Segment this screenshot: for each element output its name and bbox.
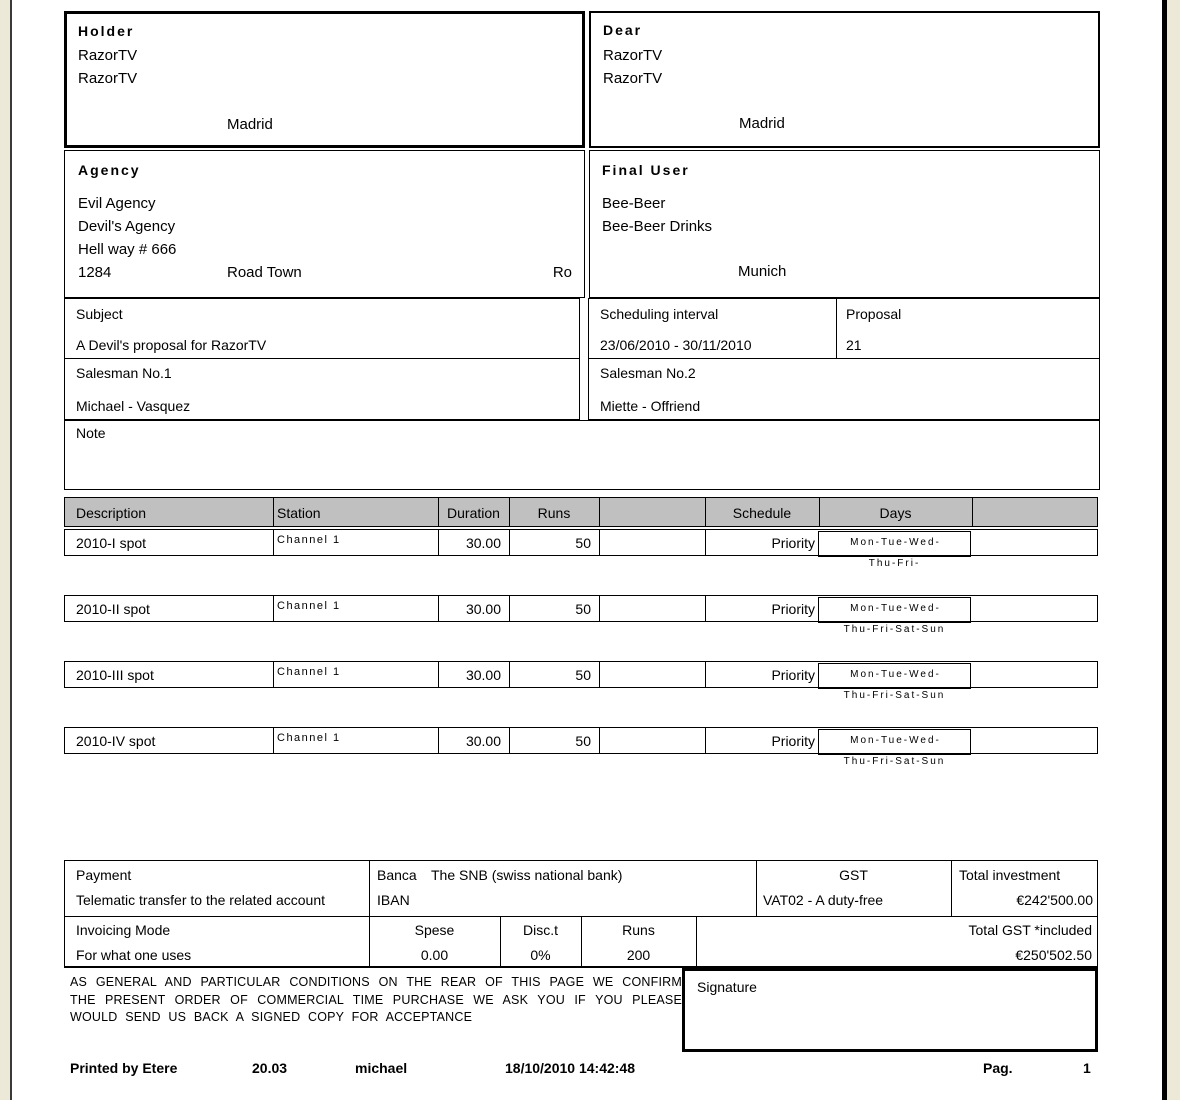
spot-days-line2: Thu-Fri-Sat-Sun (843, 624, 946, 635)
spot-days-line1: Mon-Tue-Wed- (850, 537, 941, 548)
agency-label: Agency (78, 162, 141, 178)
subject-value: A Devil's proposal for RazorTV (76, 337, 267, 353)
header-schedule: Schedule (732, 505, 792, 521)
final-user-label: Final User (602, 162, 690, 178)
bank-value: The SNB (swiss national bank) (431, 867, 623, 883)
footer-user: michael (355, 1060, 408, 1076)
spot-days-line1: Mon-Tue-Wed- (850, 669, 941, 680)
divider (273, 728, 274, 753)
divider (273, 662, 274, 687)
bank-label: Banca (377, 867, 417, 883)
header-station: Station (277, 505, 321, 521)
spot-duration: 30.00 (465, 667, 501, 683)
spot-station: Channel 1 (277, 732, 341, 744)
agency-city: Road Town (227, 264, 302, 281)
divider (599, 662, 600, 687)
divider (273, 596, 274, 621)
final-user-name-2: Bee-Beer Drinks (602, 218, 713, 235)
footer-datetime: 18/10/2010 14:42:48 (505, 1060, 635, 1076)
agency-country: Ro (552, 264, 572, 281)
final-user-box (589, 150, 1100, 298)
spot-runs: 50 (575, 667, 591, 683)
divider (599, 728, 600, 753)
footer-version: 20.03 (252, 1060, 288, 1076)
subject-box (64, 298, 580, 359)
spot-description: 2010-III spot (76, 667, 154, 683)
footer-printed-by: Printed by Etere (70, 1060, 178, 1076)
note-label: Note (76, 425, 106, 441)
dear-name-1: RazorTV (603, 47, 663, 64)
divider (836, 299, 837, 358)
gst-label: GST (839, 867, 868, 883)
invoicing-box (64, 916, 1098, 968)
salesman2-value: Miette - Offriend (600, 398, 701, 414)
final-user-city: Munich (738, 263, 787, 280)
spot-runs: 50 (575, 601, 591, 617)
spese-label: Spese (414, 922, 455, 938)
spots-table-header (64, 497, 1098, 527)
dear-label: Dear (603, 22, 643, 38)
spot-schedule: Priority (771, 733, 815, 749)
spese-value: 0.00 (420, 947, 449, 963)
invoicing-mode-value: For what one uses (76, 947, 192, 963)
holder-name-2: RazorTV (78, 70, 138, 87)
salesman1-box (64, 358, 580, 420)
final-user-name-1: Bee-Beer (602, 195, 666, 212)
payment-value: Telematic transfer to the related account (76, 892, 326, 908)
footer-page-number: 1 (1083, 1060, 1091, 1076)
divider (599, 530, 600, 555)
days-cell-outline (818, 531, 971, 557)
agency-box (64, 150, 585, 298)
divider (599, 596, 600, 621)
total-investment-value: €242'500.00 (1016, 892, 1093, 908)
spot-runs: 50 (575, 733, 591, 749)
subject-label: Subject (76, 306, 123, 322)
discount-label: Disc.t (523, 922, 558, 938)
spot-description: 2010-II spot (76, 601, 150, 617)
spot-schedule: Priority (771, 601, 815, 617)
header-days: Days (879, 505, 912, 521)
spot-station: Channel 1 (277, 534, 341, 546)
salesman1-label: Salesman No.1 (76, 365, 172, 381)
scheduling-interval-value: 23/06/2010 - 30/11/2010 (600, 337, 752, 353)
gst-value: VAT02 - A duty-free (763, 892, 884, 908)
dear-box (589, 11, 1100, 148)
spot-duration: 30.00 (465, 601, 501, 617)
salesman2-label: Salesman No.2 (600, 365, 696, 381)
note-box (64, 420, 1100, 490)
days-cell-outline (818, 663, 971, 689)
header-description: Description (76, 505, 147, 521)
spot-schedule: Priority (771, 535, 815, 551)
holder-label: Holder (78, 23, 135, 39)
proposal-number: 21 (846, 337, 862, 353)
page-right-edge (1162, 0, 1167, 1100)
holder-city: Madrid (227, 116, 273, 133)
days-cell-outline (818, 729, 971, 755)
discount-value: 0% (530, 947, 551, 963)
dear-name-2: RazorTV (603, 70, 663, 87)
header-runs: Runs (537, 505, 571, 521)
salesman1-value: Michael - Vasquez (76, 398, 191, 414)
holder-box (64, 11, 585, 148)
header-duration: Duration (447, 505, 500, 521)
spot-description: 2010-IV spot (76, 733, 156, 749)
spot-description: 2010-I spot (76, 535, 147, 551)
spot-days-line1: Mon-Tue-Wed- (850, 603, 941, 614)
runs-total-value: 200 (626, 947, 651, 963)
agency-name-2: Devil's Agency (78, 218, 176, 235)
dear-city: Madrid (739, 115, 785, 132)
conditions-text: AS GENERAL AND PARTICULAR CONDITIONS ON THE REAR OF THIS PAGE WE CONFIRM THE PRESENT ORDER OF COMMERCIAL TIME PURCHASE WE ASK YOU IF YOU PLEASE WOULD SEND US BACK A SIGNED COPY FOR ACCEPTANCE (70, 975, 682, 1024)
agency-address: Hell way # 666 (78, 241, 177, 258)
iban-label: IBAN (377, 892, 410, 908)
runs-total-label: Runs (622, 922, 655, 938)
divider (273, 498, 274, 526)
invoicing-mode-label: Invoicing Mode (76, 922, 171, 938)
spot-station: Channel 1 (277, 600, 341, 612)
scheduling-interval-label: Scheduling interval (600, 306, 719, 322)
agency-name-1: Evil Agency (78, 195, 156, 212)
payment-label: Payment (76, 867, 132, 883)
signature-box (682, 968, 1098, 1052)
signature-label: Signature (697, 979, 757, 995)
divider (273, 530, 274, 555)
spot-duration: 30.00 (465, 535, 501, 551)
total-investment-label: Total investment (959, 867, 1061, 883)
days-cell-outline (818, 597, 971, 623)
spot-schedule: Priority (771, 667, 815, 683)
spot-duration: 30.00 (465, 733, 501, 749)
salesman2-box (588, 358, 1100, 420)
proposal-label: Proposal (846, 306, 902, 322)
spot-days-line1: Mon-Tue-Wed- (850, 735, 941, 746)
spot-runs: 50 (575, 535, 591, 551)
spot-days-line2: Thu-Fri-Sat-Sun (843, 690, 946, 701)
spot-station: Channel 1 (277, 666, 341, 678)
footer-page-label: Pag. (983, 1060, 1013, 1076)
divider (369, 861, 370, 916)
agency-zip: 1284 (78, 264, 112, 281)
spot-days-line2: Thu-Fri- (868, 558, 921, 569)
divider (599, 498, 600, 526)
spot-days-line2: Thu-Fri-Sat-Sun (843, 756, 946, 767)
divider (972, 498, 973, 526)
total-gst-label: Total GST *included (968, 922, 1092, 938)
holder-name-1: RazorTV (78, 47, 138, 64)
scheduling-proposal-box (588, 298, 1100, 359)
total-gst-value: €250'502.50 (1015, 947, 1092, 963)
payment-box (64, 860, 1098, 917)
